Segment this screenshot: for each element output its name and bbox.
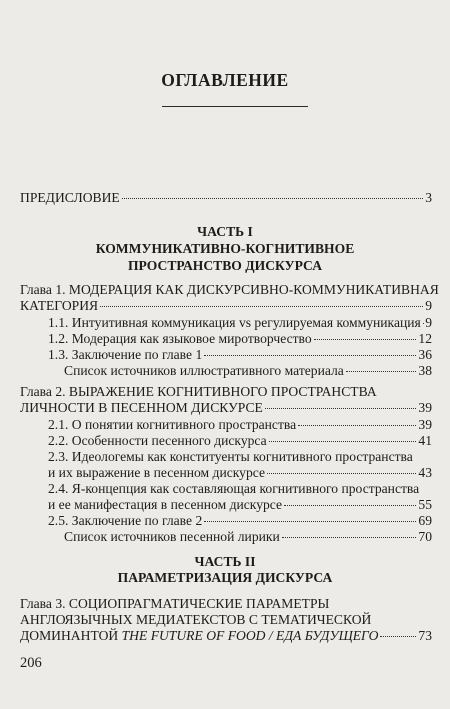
toc-entry-1-3[interactable] xyxy=(48,347,432,363)
toc-label: 2.2. Особенности песенного дискурса xyxy=(48,433,267,448)
toc-page: 9 xyxy=(425,315,432,330)
leader-dots xyxy=(346,371,417,372)
toc-page: 43 xyxy=(418,465,432,480)
heading-divider xyxy=(162,106,308,107)
toc-label-italic: THE FUTURE OF FOOD / ЕДА БУДУЩЕГО xyxy=(121,628,379,643)
part-1-subtitle-line-2: ПРОСТРАНСТВО ДИСКУРСА xyxy=(127,258,323,273)
toc-page: 38 xyxy=(418,363,432,378)
leader-dots xyxy=(265,408,417,409)
toc-entry-2-4[interactable] xyxy=(48,497,432,513)
toc-entry-2-2[interactable] xyxy=(48,433,432,449)
part-1-title: ЧАСТЬ I xyxy=(197,224,253,239)
toc-label: 2.1. О понятии когнитивного пространства xyxy=(48,417,297,432)
toc-page: 39 xyxy=(418,417,432,432)
toc-page: 12 xyxy=(418,331,432,346)
chapter-3-title-line-1: Глава 3. СОЦИОПРАГМАТИЧЕСКИЕ ПАРАМЕТРЫ xyxy=(20,596,330,611)
toc-entry-chapter-1[interactable] xyxy=(20,298,432,314)
toc-label: 1.2. Модерация как языковое миротворчество xyxy=(48,331,312,346)
toc-label: 1.3. Заключение по главе 1 xyxy=(48,347,203,362)
leader-dots xyxy=(298,425,416,426)
leader-dots xyxy=(314,339,417,340)
toc-label: Список источников песенной лирики xyxy=(64,529,280,544)
part-1-subtitle-line-1: КОММУНИКАТИВНО-КОГНИТИВНОЕ xyxy=(95,241,355,256)
toc-entry-2-3[interactable] xyxy=(48,465,432,481)
toc-entry-1-1[interactable] xyxy=(48,315,432,331)
toc-label: ПРЕДИСЛОВИЕ xyxy=(20,190,120,205)
toc-entry-2-4-line-1: 2.4. Я-концепция как составляющая когнитивного пространства xyxy=(48,481,420,496)
toc-label-prefix: ДОМИНАНТОЙ xyxy=(20,628,122,643)
toc-page: 69 xyxy=(418,513,432,528)
toc-page: 36 xyxy=(418,347,432,362)
toc-label: 1.1. Интуитивная коммуникация vs регулируемая коммуникация xyxy=(48,315,421,330)
toc-page: 9 xyxy=(425,298,432,313)
toc-entry-chapter-2[interactable] xyxy=(20,400,432,416)
part-2-title: ЧАСТЬ II xyxy=(194,554,256,569)
toc-entry-chapter-3[interactable] xyxy=(20,628,432,644)
toc-page: 70 xyxy=(418,529,432,544)
leader-dots xyxy=(267,473,416,474)
toc-page: 73 xyxy=(418,628,432,643)
toc-label: и их выражение в песенном дискурсе xyxy=(48,465,266,480)
toc-entry-sources-2[interactable] xyxy=(64,529,432,545)
contents-heading: ОГЛАВЛЕНИЕ xyxy=(161,70,289,90)
chapter-2-title-line-1: Глава 2. ВЫРАЖЕНИЕ КОГНИТИВНОГО ПРОСТРАНСТВА xyxy=(20,384,377,399)
page-number: 206 xyxy=(20,655,42,671)
toc-entry-sources-1[interactable] xyxy=(64,363,432,379)
leader-dots xyxy=(380,636,416,637)
leader-dots xyxy=(122,198,423,199)
toc-entry-2-1[interactable] xyxy=(48,417,432,433)
toc-label: Список источников иллюстративного материала xyxy=(64,363,344,378)
toc-label: 2.5. Заключение по главе 2 xyxy=(48,513,203,528)
toc-label: ЛИЧНОСТИ В ПЕСЕННОМ ДИСКУРСЕ xyxy=(20,400,263,415)
part-2-subtitle: ПАРАМЕТРИЗАЦИЯ ДИСКУРСА xyxy=(117,570,333,585)
leader-dots xyxy=(204,355,416,356)
leader-dots xyxy=(284,505,416,506)
chapter-3-title-line-2: АНГЛОЯЗЫЧНЫХ МЕДИАТЕКСТОВ С ТЕМАТИЧЕСКОЙ xyxy=(20,612,372,627)
toc-page: 41 xyxy=(418,433,432,448)
leader-dots xyxy=(269,441,417,442)
toc-entry-2-5[interactable] xyxy=(48,513,432,529)
toc-entry-1-2[interactable] xyxy=(48,331,432,347)
toc-label: и ее манифестация в песенном дискурсе xyxy=(48,497,283,512)
leader-dots xyxy=(282,537,417,538)
leader-dots xyxy=(100,306,423,307)
toc-page: 3 xyxy=(425,190,432,205)
chapter-1-title-line-1: Глава 1. МОДЕРАЦИЯ КАК ДИСКУРСИВНО-КОММУНИКАТИВНАЯ xyxy=(20,282,439,297)
toc-entry-preface[interactable] xyxy=(20,190,432,206)
toc-entry-2-3-line-1: 2.3. Идеологемы как конституенты когнитивного пространства xyxy=(48,449,413,464)
toc-page: 39 xyxy=(418,400,432,415)
toc-page: 55 xyxy=(418,497,432,512)
toc-label: КАТЕГОРИЯ xyxy=(20,298,99,313)
leader-dots xyxy=(204,521,416,522)
